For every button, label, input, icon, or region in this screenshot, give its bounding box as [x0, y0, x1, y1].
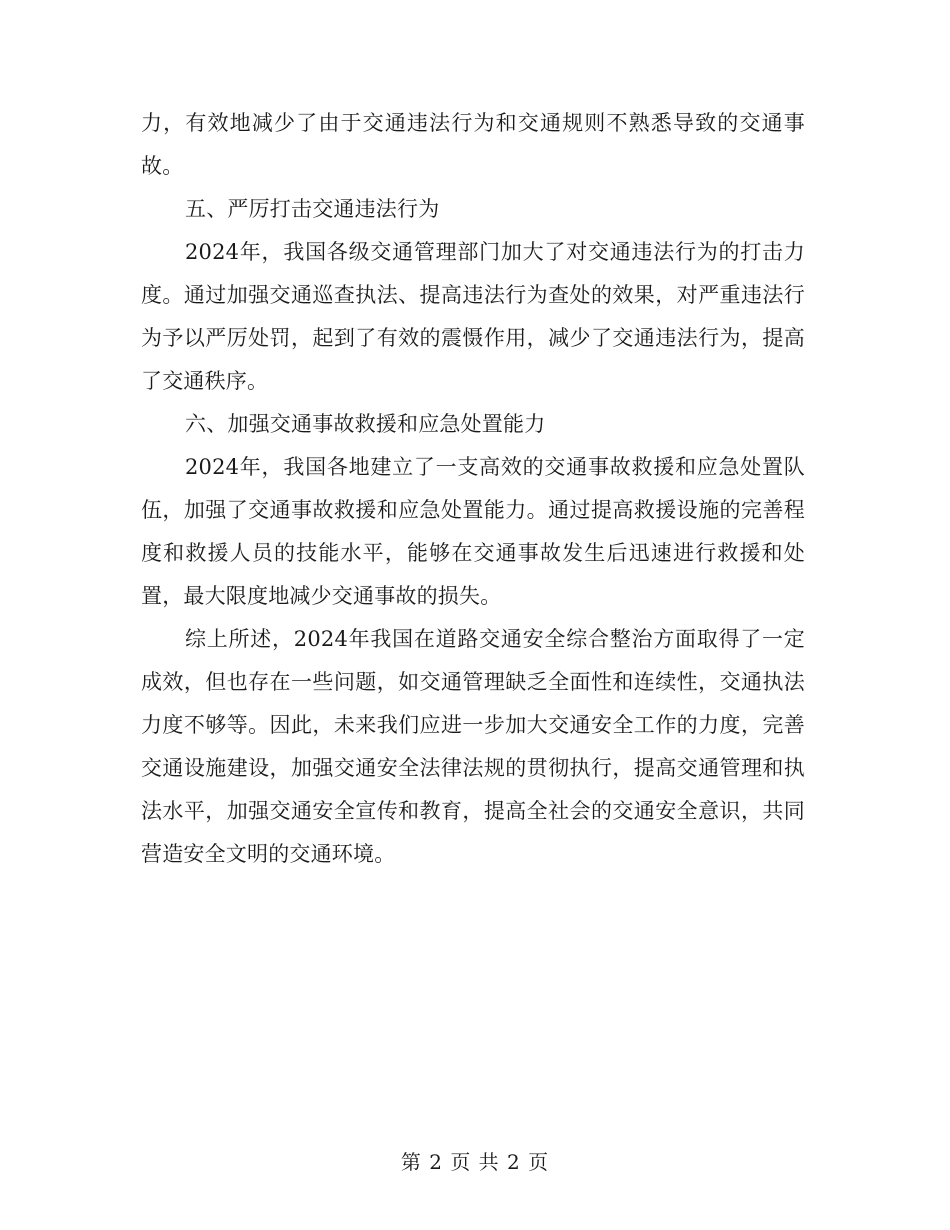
paragraph-section-six: 2024年，我国各地建立了一支高效的交通事故救援和应急处置队伍，加强了交通事故救援和应急处置能力。通过提高救援设施的完善程度和救援人员的技能水平，能够在交通事故发生后迅速进行救援和处置，最大限度地减少交通事故的损失。 [141, 455, 805, 608]
paragraph-conclusion: 综上所述，2024年我国在道路交通安全综合整治方面取得了一定成效，但也存在一些问题，如交通管理缺乏全面性和连续性，交通执法力度不够等。因此，未来我们应进一步加大交通安全工作的力度，完善交通设施建设，加强交通安全法律法规的贯彻执行，提高交通管理和执法水平，加强交通安全宣传和教育，提高全社会的交通安全意识，共同营造安全文明的交通环境。 [141, 627, 805, 866]
paragraph-continuation: 力，有效地减少了由于交通违法行为和交通规则不熟悉导致的交通事故。 [141, 111, 805, 178]
section-heading-five: 五、严厉打击交通违法行为 [185, 197, 440, 221]
paragraph-section-five: 2024年，我国各级交通管理部门加大了对交通违法行为的打击力度。通过加强交通巡查执法、提高违法行为查处的效果，对严重违法行为予以严厉处罚，起到了有效的震慑作用，减少了交通违法行为，提高了交通秩序。 [141, 240, 805, 393]
page-number-footer: 第 2 页 共 2 页 [400, 1150, 550, 1174]
section-heading-six: 六、加强交通事故救援和应急处置能力 [185, 412, 546, 436]
document-body [141, 102, 805, 876]
